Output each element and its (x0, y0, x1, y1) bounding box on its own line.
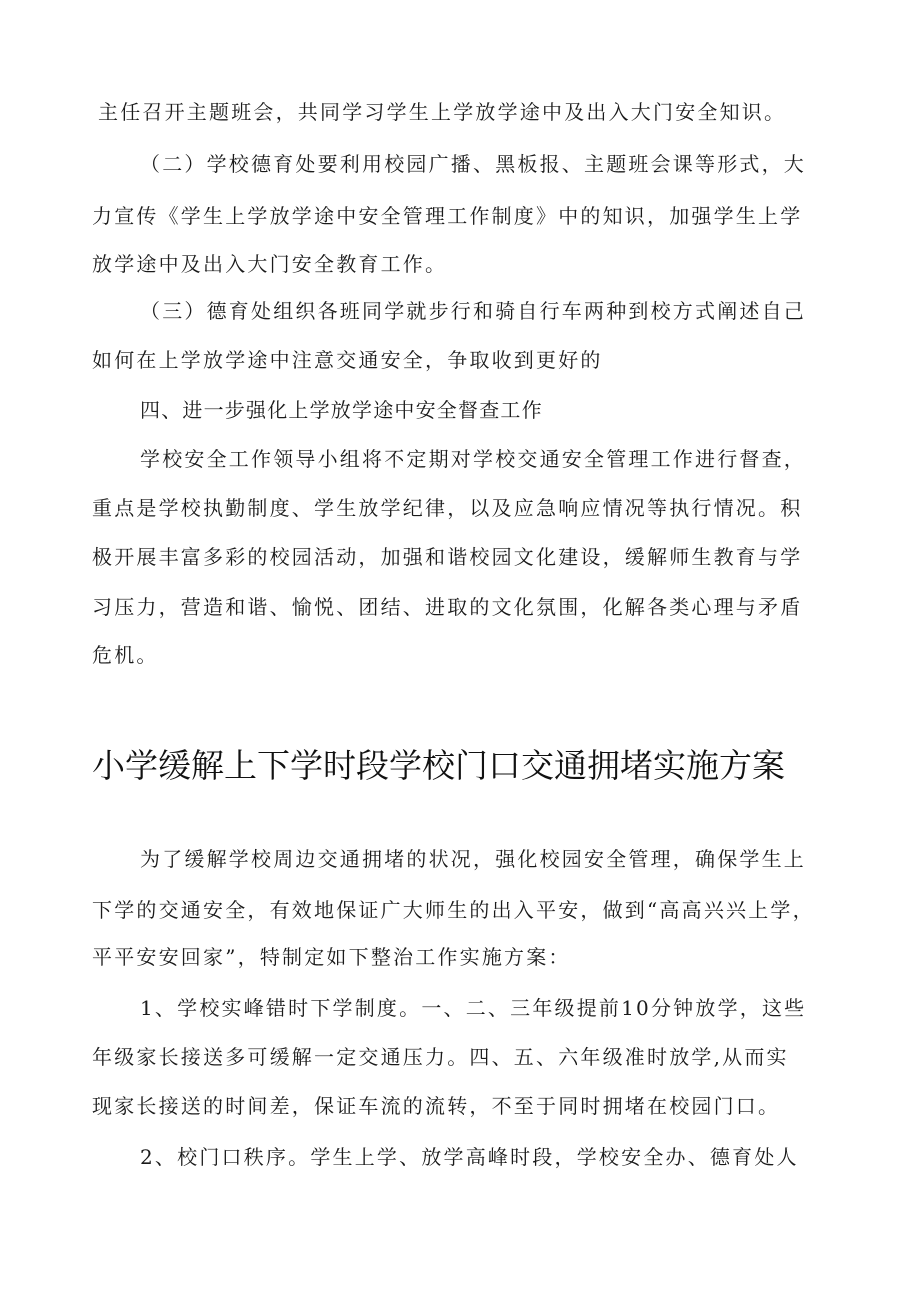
document-title: 小学缓解上下学时段学校门口交通拥堵实施方案 (92, 746, 785, 785)
paragraph-line: 力宣传《学生上学放学途中安全管理工作制度》中的知识，加强学生上学 (92, 204, 803, 228)
paragraph-line: 放学途中及出入大门安全教育工作。 (92, 252, 448, 276)
paragraph-line: 下学的交通安全，有效地保证广大师生的出入平安，做到“高高兴兴上学， (92, 898, 815, 922)
paragraph-line: 危机。 (92, 643, 159, 667)
paragraph-line: 学校安全工作领导小组将不定期对学校交通安全管理工作进行督查， (140, 447, 806, 471)
paragraph-line: 现家长接送的时间差，保证车流的流转，不至于同时拥堵在校园门口。 (92, 1094, 781, 1118)
paragraph-line: 极开展丰富多彩的校园活动，加强和谐校园文化建设，缓解师生教育与学 (92, 545, 803, 569)
paragraph-line: 为了缓解学校周边交通拥堵的状况，强化校园安全管理，确保学生上 (140, 847, 806, 871)
paragraph-line: 1、学校实峰错时下学制度。一、二、三年级提前10分钟放学，这些 (140, 996, 807, 1020)
paragraph-line: 主任召开主题班会，共同学习学生上学放学途中及出入大门安全知识。 (98, 100, 787, 124)
paragraph-line: 2、校门口秩序。学生上学、放学高峰时段，学校安全办、德育处人 (140, 1145, 799, 1169)
paragraph-line: 重点是学校执勤制度、学生放学纪律，以及应急响应情况等执行情况。积 (92, 496, 803, 520)
paragraph-line: 平平安安回家”，特制定如下整治工作实施方案： (92, 945, 571, 969)
paragraph-line: 习压力，营造和谐、愉悦、团结、进取的文化氛围，化解各类心理与矛盾 (92, 595, 803, 619)
paragraph-line: （二）学校德育处要利用校园广播、黑板报、主题班会课等形式，大 (140, 152, 806, 176)
paragraph-line: 如何在上学放学途中注意交通安全，争取收到更好的 (92, 348, 603, 372)
paragraph-line: 年级家长接送多可缓解一定交通压力。四、五、六年级准时放学,从而实 (92, 1045, 789, 1069)
section-heading: 四、进一步强化上学放学途中安全督查工作 (140, 398, 543, 422)
paragraph-line: （三）德育处组织各班同学就步行和骑自行车两种到校方式阐述自己 (140, 299, 806, 323)
